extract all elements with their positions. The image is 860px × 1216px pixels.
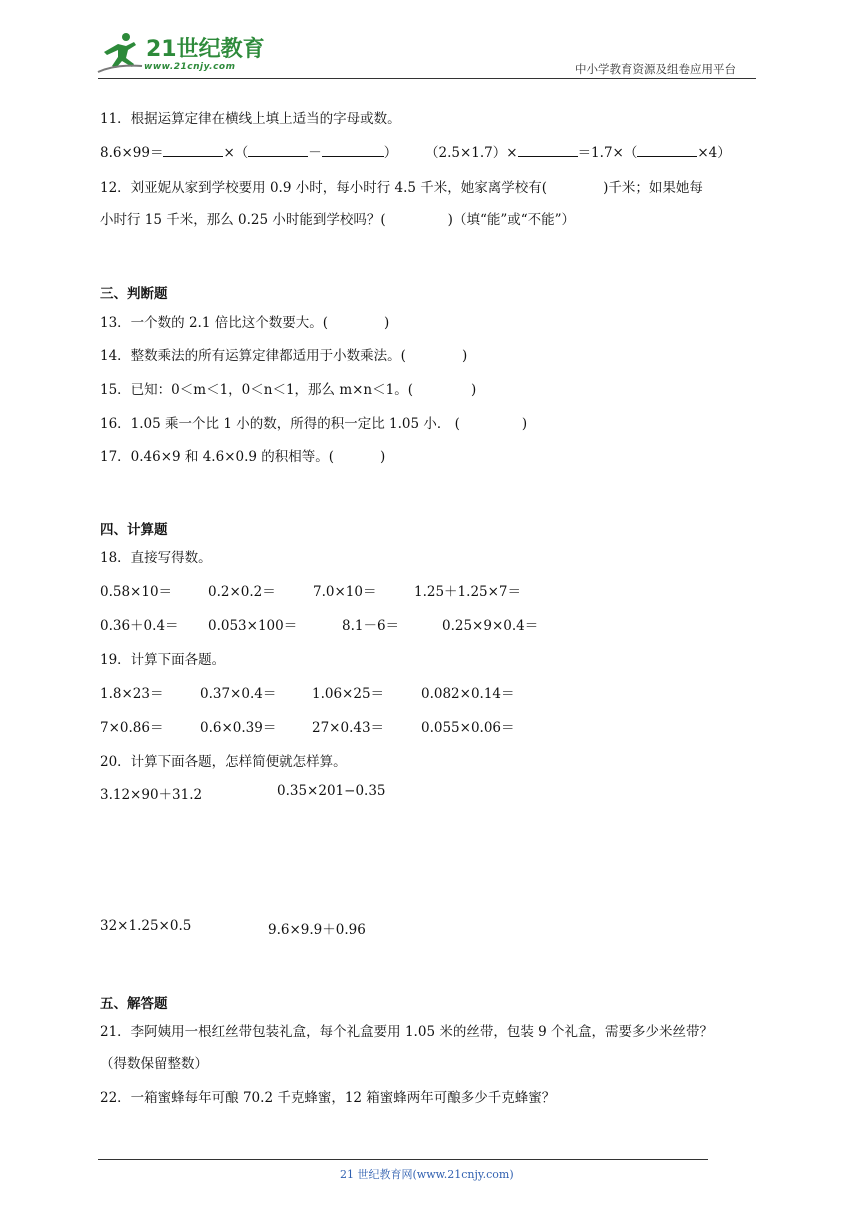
judge-item-17: [100, 445, 385, 465]
q20-r2-c1: 32×1.25×0.5: [100, 918, 192, 934]
q12-line1-b: )千米；如果她每: [603, 180, 703, 196]
judge-item-13-text: 13．一个数的 2.1 倍比这个数要大。(: [100, 315, 328, 331]
judge-item-17-close: ): [380, 449, 386, 465]
section-title-answer: 五、解答题: [100, 996, 168, 1012]
q11-blank-2[interactable]: [248, 144, 308, 157]
judge-item-16-close: ): [521, 416, 528, 432]
q18-r2-c2: 0.053×100＝: [208, 618, 298, 634]
q20-r2-c2: 9.6×9.9＋0.96: [268, 922, 366, 938]
q21-line2: （得数保留整数）: [100, 1056, 208, 1072]
q12-line2-b: )（填“能”或“不能”）: [447, 212, 576, 228]
q11-part2: ×（: [223, 145, 249, 161]
q18-stem: 18．直接写得数。: [100, 550, 212, 566]
q11-part7: ×4）: [697, 145, 731, 161]
header-divider: [98, 78, 756, 79]
judge-item-16: [100, 412, 527, 432]
q19-r1-c4: 0.082×0.14＝: [421, 686, 515, 702]
q20-r1-c1: 3.12×90＋31.2: [100, 787, 203, 803]
judge-item-15-text: 15．已知：0＜m＜1，0＜n＜1，那么 m×n＜1。(: [100, 382, 413, 398]
q19-r2-c4: 0.055×0.06＝: [421, 720, 515, 736]
logo: [96, 30, 266, 78]
q12-line1: [100, 176, 703, 196]
q11-part1: 8.6×99＝: [100, 145, 164, 161]
q11-blank-4[interactable]: [518, 144, 578, 157]
footer-link[interactable]: 21 世纪教育网(www.21cnjy.com): [340, 1168, 514, 1181]
judge-item-14-text: 14．整数乘法的所有运算定律都适用于小数乘法。(: [100, 348, 406, 364]
q18-r1-c1: 0.58×10＝: [100, 584, 173, 600]
q20-r1-c2: 0.35×201−0.35: [277, 783, 386, 799]
q11-part5: （2.5×1.7）×: [425, 145, 518, 161]
judge-item-15-close: ): [471, 382, 477, 398]
judge-item-14-close: ): [461, 348, 468, 364]
footer-divider: [98, 1159, 708, 1160]
q22-text: 22．一箱蜜蜂每年可酿 70.2 千克蜂蜜，12 箱蜜蜂两年可酿多少千克蜂蜜？: [100, 1090, 556, 1106]
judge-item-17-text: 17．0.46×9 和 4.6×0.9 的积相等。(: [100, 449, 335, 465]
q18-r1-c4: 1.25＋1.25×7＝: [414, 584, 522, 600]
section-title-judgment: 三、判断题: [100, 286, 168, 302]
judge-item-13-close: ): [384, 315, 390, 331]
q11-part3: －: [308, 145, 322, 161]
q12-line2-a: 小时行 15 千米，那么 0.25 小时能到学校吗？(: [100, 212, 386, 228]
section-title-calculation: 四、计算题: [100, 522, 168, 538]
q18-r1-c3: 7.0×10＝: [313, 584, 377, 600]
q19-r2-c2: 0.6×0.39＝: [200, 720, 277, 736]
q19-r2-c3: 27×0.43＝: [312, 720, 385, 736]
judge-item-13: [100, 311, 389, 331]
judge-item-14: [100, 344, 467, 364]
q11-blank-5[interactable]: [637, 144, 697, 157]
q19-r1-c3: 1.06×25＝: [312, 686, 385, 702]
q18-r2-c1: 0.36＋0.4＝: [100, 618, 179, 634]
q11-expressions-2: [425, 141, 731, 161]
q11-part6: ＝1.7×（: [577, 145, 638, 161]
q11-expressions: [100, 141, 397, 161]
q11-stem: 11．根据运算定律在横线上填上适当的字母或数。: [100, 111, 401, 127]
q18-r2-c4: 0.25×9×0.4＝: [442, 618, 539, 634]
q18-r1-c2: 0.2×0.2＝: [208, 584, 276, 600]
q18-r2-c3: 8.1－6＝: [342, 618, 400, 634]
q19-r2-c1: 7×0.86＝: [100, 720, 164, 736]
q19-stem: 19．计算下面各题。: [100, 652, 226, 668]
q11-blank-3[interactable]: [322, 144, 384, 157]
q11-blank-1[interactable]: [163, 144, 223, 157]
runner-logo-icon: [96, 30, 146, 76]
q11-part4: ）: [383, 145, 398, 161]
logo-text: 21世纪教育: [146, 37, 265, 62]
logo-url: www.21cnjy.com: [144, 62, 236, 72]
q20-stem: 20．计算下面各题，怎样简便就怎样算。: [100, 754, 347, 770]
q12-line2: [100, 208, 575, 228]
judge-item-15: [100, 378, 476, 398]
header-right-text: 中小学教育资源及组卷应用平台: [575, 62, 736, 76]
q19-r1-c2: 0.37×0.4＝: [200, 686, 277, 702]
q19-r1-c1: 1.8×23＝: [100, 686, 164, 702]
judge-item-16-text: 16．1.05 乘一个比 1 小的数，所得的积一定比 1.05 小． (: [100, 416, 460, 432]
q21-line1: 21．李阿姨用一根红丝带包装礼盒，每个礼盒要用 1.05 米的丝带，包装 9 个礼盒，需要多少米丝带？: [100, 1024, 713, 1040]
q12-line1-a: 12．刘亚妮从家到学校要用 0.9 小时，每小时行 4.5 千米，她家离学校有(: [100, 180, 548, 196]
